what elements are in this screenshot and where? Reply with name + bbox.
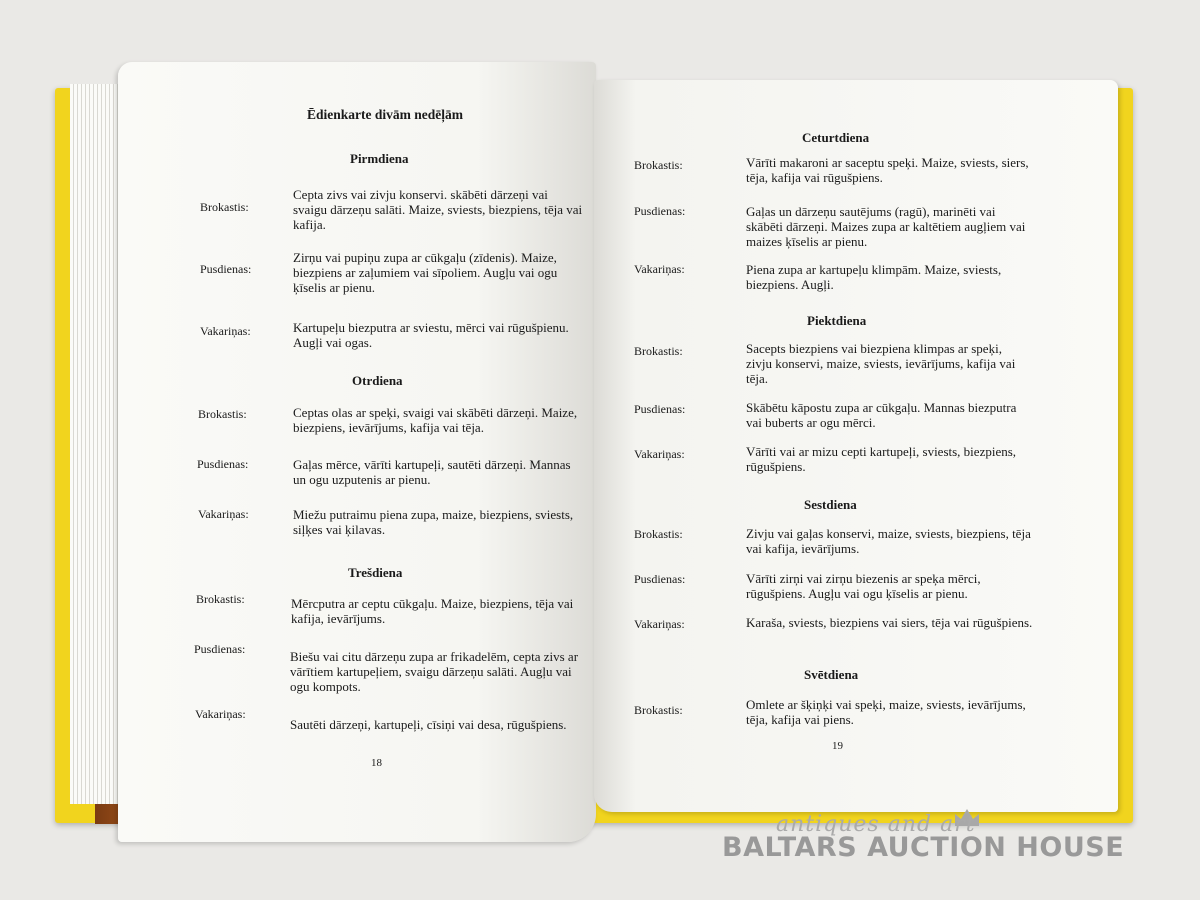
meal-text: Piena zupa ar kartupeļu klimpām. Maize, sviests, biezpiens. Augļi. (746, 262, 1002, 292)
meal-label: Pusdienas: (634, 204, 686, 218)
day-heading: Svētdiena (804, 667, 859, 682)
day-heading: Piektdiena (807, 313, 867, 328)
right-page (594, 80, 1118, 812)
meal-text: Mērcputra ar ceptu cūkgaļu. Maize, biezpiens, tēja vai kafija, ievārījums. (291, 596, 574, 626)
meal-label: Brokastis: (196, 592, 245, 606)
meal-label: Pusdienas: (634, 572, 686, 586)
meal-label: Brokastis: (634, 527, 683, 541)
watermark-brand: BALTARS AUCTION HOUSE (722, 832, 1125, 863)
meal-text: Skābētu kāpostu zupa ar cūkgaļu. Mannas biezputra vai buberts ar ogu mērci. (746, 400, 1017, 430)
meal-text: Kartupeļu biezputra ar sviestu, mērci vai rūgušpienu. Augļi vai ogas. (293, 320, 569, 350)
meal-label: Vakariņas: (200, 324, 251, 338)
meal-label: Vakariņas: (634, 262, 685, 276)
meal-text: Karaša, sviests, biezpiens vai siers, tēja vai rūgušpiens. (746, 615, 1033, 630)
meal-text: Vārīti makaroni ar saceptu speķi. Maize, sviests, siers, tēja, kafija vai rūgušpiens. (746, 155, 1029, 185)
meal-text: Sacepts biezpiens vai biezpiena klimpas ar speķi, zivju konservi, maize, sviests, ievārījums, kafija vai tēja. (746, 341, 1016, 386)
meal-text: Omlete ar šķiņķi vai speķi, maize, sviests, ievārījums, tēja, kafija vai piens. (746, 697, 1026, 727)
meal-label: Brokastis: (634, 158, 683, 172)
day-heading: Ceturtdiena (802, 130, 870, 145)
meal-label: Brokastis: (198, 407, 247, 421)
meal-label: Vakariņas: (195, 707, 246, 721)
meal-label: Vakariņas: (634, 617, 685, 631)
page-number: 18 (371, 757, 382, 769)
meal-text: Sautēti dārzeņi, kartupeļi, cīsiņi vai desa, rūgušpiens. (290, 717, 567, 732)
meal-label: Pusdienas: (634, 402, 686, 416)
meal-text: Gaļas mērce, vārīti kartupeļi, sautēti dārzeņi. Mannas un ogu uzputenis ar pienu. (293, 457, 571, 487)
meal-label: Pusdienas: (194, 642, 246, 656)
day-heading: Otrdiena (352, 373, 403, 388)
meal-text: Miežu putraimu piena zupa, maize, biezpiens, sviests, siļķes vai ķilavas. (293, 507, 574, 537)
day-heading: Pirmdiena (350, 151, 409, 166)
menu-title: Ēdienkarte divām nedēļām (307, 107, 464, 122)
page-number: 19 (832, 740, 843, 752)
watermark-tagline: antiques and art (776, 812, 976, 837)
meal-text: Gaļas un dārzeņu sautējums (ragū), marinēti vai skābēti dārzeņi. Maizes zupa ar kaltētiem augļiem vai maizes ķīselis ar pienu. (746, 204, 1026, 249)
meal-text: Biešu vai citu dārzeņu zupa ar frikadelēm, cepta zivs ar vārītiem kartupeļiem, svaigu dārzeņu salāti. Augļu vai ogu kompots. (290, 649, 579, 694)
meal-label: Brokastis: (634, 344, 683, 358)
meal-label: Vakariņas: (634, 447, 685, 461)
meal-text: Zivju vai gaļas konservi, maize, sviests, biezpiens, tēja vai kafija, ievārījums. (746, 526, 1031, 556)
meal-text: Vārīti zirņi vai zirņu biezenis ar speķa mērci, rūgušpiens. Augļu vai ogu ķīselis ar pienu. (746, 571, 981, 601)
meal-label: Vakariņas: (198, 507, 249, 521)
left-page (118, 62, 596, 842)
day-heading: Trešdiena (348, 565, 403, 580)
meal-text: Ceptas olas ar speķi, svaigi vai skābēti dārzeņi. Maize, biezpiens, ievārījums, kafija vai tēja. (293, 405, 578, 435)
day-heading: Sestdiena (804, 497, 857, 512)
meal-text: Cepta zivs vai zivju konservi. skābēti dārzeņi vai svaigu dārzeņu salāti. Maize, sviests, biezpiens, tēja vai kafija. (293, 187, 583, 232)
meal-label: Pusdienas: (197, 457, 249, 471)
meal-label: Pusdienas: (200, 262, 252, 276)
meal-label: Brokastis: (200, 200, 249, 214)
meal-label: Brokastis: (634, 703, 683, 717)
meal-text: Vārīti vai ar mizu cepti kartupeļi, sviests, biezpiens, rūgušpiens. (746, 444, 1017, 474)
meal-text: Zirņu vai pupiņu zupa ar cūkgaļu (zīdenis). Maize, biezpiens ar zaļumiem vai sīpoliem. Augļu vai ogu ķīselis ar pienu. (293, 250, 558, 295)
